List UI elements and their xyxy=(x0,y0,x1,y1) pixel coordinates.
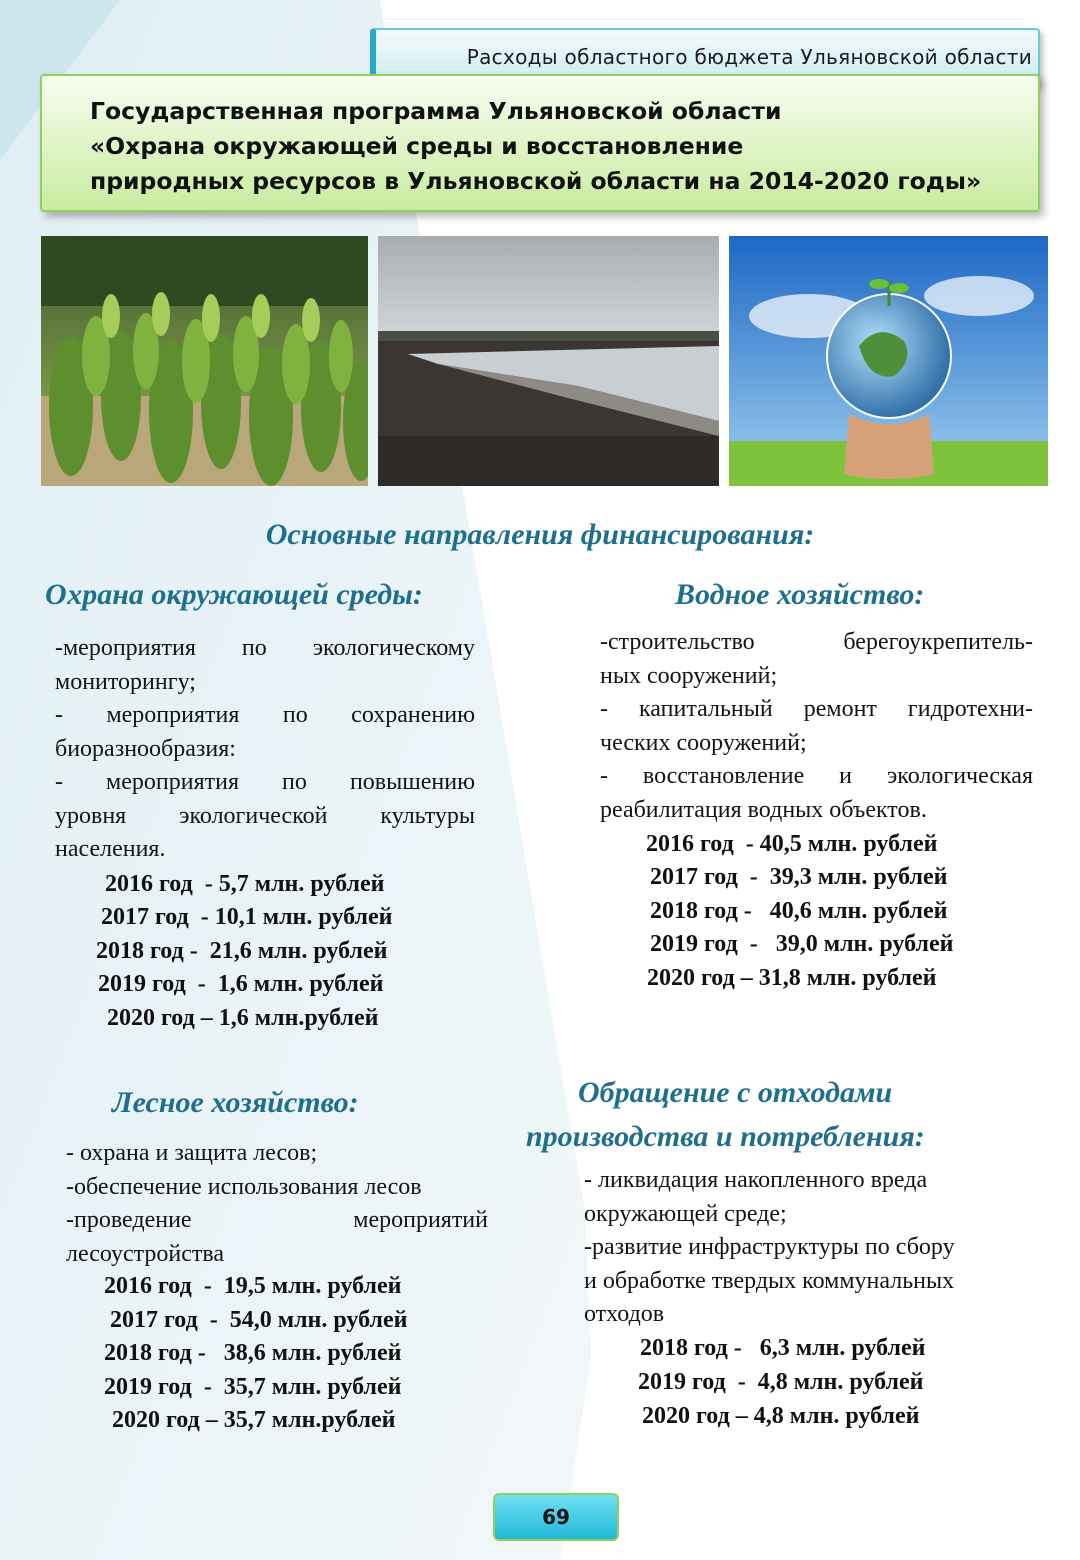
forest-funding-2019: 2019 год - 35,7 млн. рублей xyxy=(104,1374,402,1400)
waste-description xyxy=(584,1164,1024,1332)
water-line: ческих сооружений; xyxy=(600,729,807,756)
environment-funding-2016: 2016 год - 5,7 млн. рублей xyxy=(105,871,385,897)
page-number-text: 69 xyxy=(542,1505,570,1529)
forest-heading: Лесное хозяйство: xyxy=(112,1086,359,1119)
forest-line: -проведение мероприятий xyxy=(66,1207,488,1233)
environment-line: -мероприятия по экологическому xyxy=(55,635,475,661)
water-line: -строительство берегоукрепитель- xyxy=(600,629,1033,655)
water-funding-2020: 2020 год – 31,8 млн. рублей xyxy=(647,965,937,991)
environment-funding-2017: 2017 год - 10,1 млн. рублей xyxy=(101,904,393,930)
forest-line: лесоустройства xyxy=(66,1240,225,1267)
waste-line: и обработке твердых коммунальных xyxy=(584,1267,955,1294)
water-funding-2016: 2016 год - 40,5 млн. рублей xyxy=(646,831,938,857)
forest-funding-2020: 2020 год – 35,7 млн.рублей xyxy=(112,1407,396,1433)
river-bank-photo xyxy=(378,236,719,486)
forest-description xyxy=(66,1137,488,1271)
environment-line: мониторингу; xyxy=(55,668,196,695)
program-title-line-1: Государственная программа Ульяновской области xyxy=(90,97,782,125)
program-title-box xyxy=(40,74,1040,212)
waste-funding-2020: 2020 год – 4,8 млн. рублей xyxy=(642,1403,920,1429)
water-line: реабилитация водных объектов. xyxy=(600,796,927,823)
waste-funding-2019: 2019 год - 4,8 млн. рублей xyxy=(638,1369,924,1395)
forest-line: -обеспечение использования лесов xyxy=(66,1173,422,1200)
environment-funding-2020: 2020 год – 1,6 млн.рублей xyxy=(107,1005,379,1031)
waste-line: отходов xyxy=(584,1301,665,1327)
water-heading: Водное хозяйство: xyxy=(675,578,925,611)
program-title-line-3: природных ресурсов в Ульяновской области на 2014-2020 годы» xyxy=(90,167,982,195)
forest-funding-2018: 2018 год - 38,6 млн. рублей xyxy=(104,1340,402,1366)
environment-line: - мероприятия по сохранению xyxy=(55,702,475,728)
environment-description xyxy=(55,632,475,867)
forest-seedlings-photo xyxy=(41,236,368,486)
page-number xyxy=(493,1493,619,1541)
water-line: - восстановление и экологическая xyxy=(600,763,1033,789)
water-line: ных сооружений; xyxy=(600,662,778,689)
forest-funding-2017: 2017 год - 54,0 млн. рублей xyxy=(110,1307,408,1333)
header-tab-text: Расходы областного бюджета Ульяновской области xyxy=(466,45,1032,69)
waste-line: - ликвидация накопленного вреда xyxy=(584,1167,928,1193)
waste-line: окружающей среде; xyxy=(584,1200,787,1227)
waste-heading-line-2: производства и потребления: xyxy=(526,1120,925,1153)
environment-line: - мероприятия по повышению xyxy=(55,769,475,795)
program-title-line-2: «Охрана окружающей среды и восстановление xyxy=(90,132,744,160)
environment-funding-2019: 2019 год - 1,6 млн. рублей xyxy=(98,971,384,997)
globe-in-hand-photo xyxy=(729,236,1048,486)
water-funding-2019: 2019 год - 39,0 млн. рублей xyxy=(650,931,954,957)
forest-funding-2016: 2016 год - 19,5 млн. рублей xyxy=(104,1273,402,1299)
main-heading: Основные направления финансирования: xyxy=(265,518,815,551)
waste-line: -развитие инфраструктуры по сбору xyxy=(584,1234,955,1260)
water-line: - капитальный ремонт гидротехни- xyxy=(600,696,1033,722)
water-description xyxy=(600,626,1033,827)
environment-heading: Охрана окружающей среды: xyxy=(45,578,423,611)
environment-line: населения. xyxy=(55,836,166,862)
environment-funding-2018: 2018 год - 21,6 млн. рублей xyxy=(96,938,388,964)
water-funding-2018: 2018 год - 40,6 млн. рублей xyxy=(650,898,948,924)
environment-line: биоразнообразия: xyxy=(55,735,236,762)
waste-heading-line-1: Обращение с отходами xyxy=(578,1076,893,1109)
water-funding-2017: 2017 год - 39,3 млн. рублей xyxy=(650,864,948,890)
forest-line: - охрана и защита лесов; xyxy=(66,1140,318,1166)
waste-funding-2018: 2018 год - 6,3 млн. рублей xyxy=(640,1335,926,1361)
environment-line: уровня экологической культуры xyxy=(55,802,475,829)
